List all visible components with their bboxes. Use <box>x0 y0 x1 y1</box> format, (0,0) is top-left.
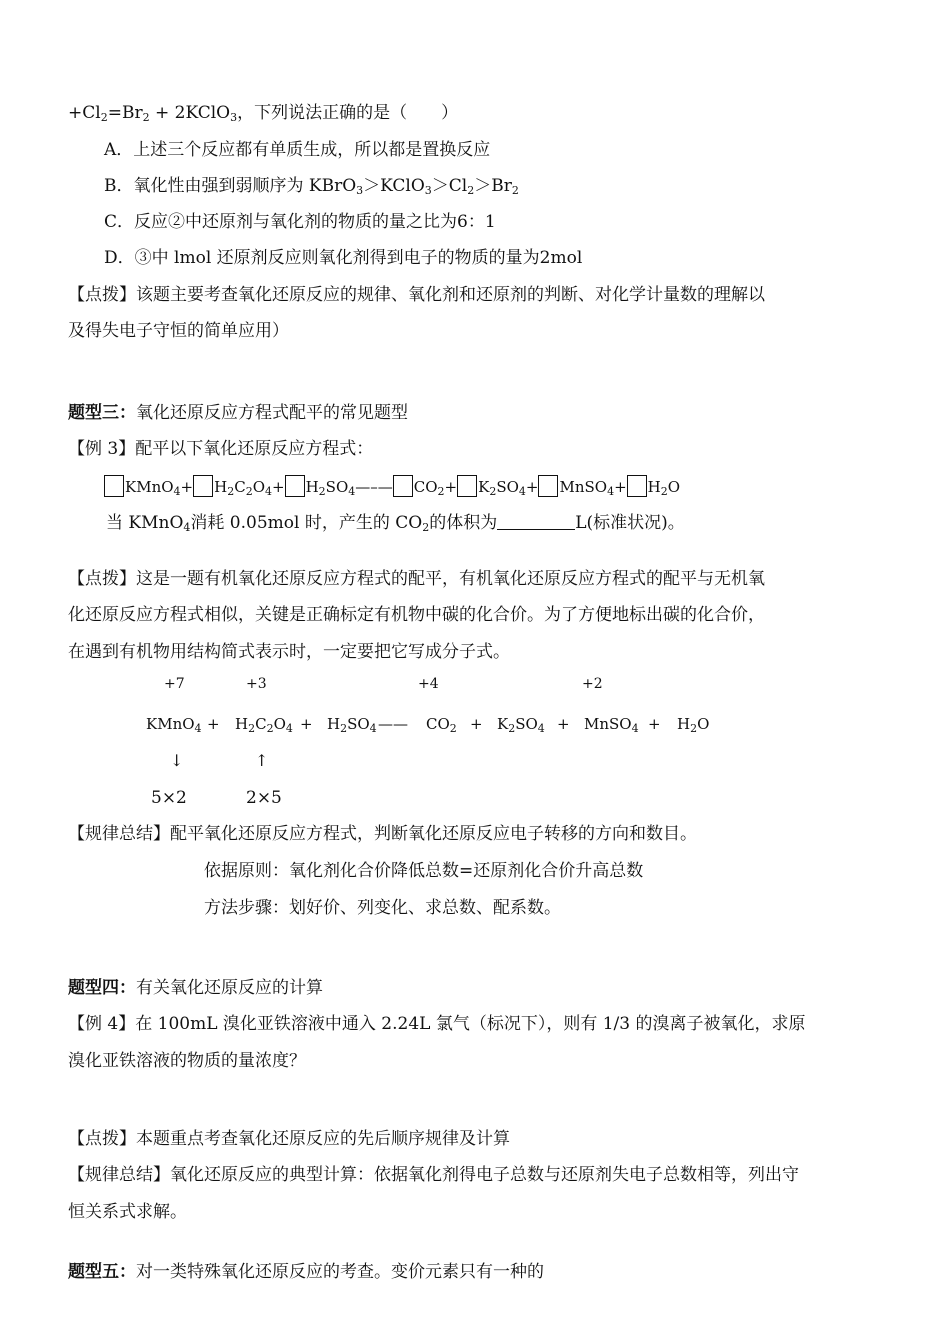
eq-h2so4: $H_2SO_4$ <box>327 715 377 735</box>
up-arrow-icon: ↑ <box>255 751 269 770</box>
coefficient-box[interactable] <box>538 475 558 497</box>
text-part: L(标准状况)。 <box>575 513 685 533</box>
heading-label: 题型三： <box>68 403 136 423</box>
transfer-right: 2×5 <box>246 788 282 808</box>
option-c: C．反应②中还原剂与氧化剂的物质的量之比为6：1 <box>104 212 496 232</box>
eq-plus: + <box>300 715 313 733</box>
eq-kmno4: KMnO$_4$ <box>146 715 202 735</box>
option-a: A．上述三个反应都有单质生成，所以都是置换反应 <box>104 140 491 160</box>
summary-2-line-2: 恒关系式求解。 <box>68 1202 187 1222</box>
text-part: 的体积为 <box>429 513 498 533</box>
example-4-line-1: 【例 4】在 100mL 溴化亚铁溶液中通入 2.24L 氯气（标况下），则有 1/3 的溴离子被氧化，求原 <box>68 1014 806 1034</box>
coefficient-box[interactable] <box>193 475 213 497</box>
text-part: ＞Br <box>474 176 512 196</box>
coefficient-box[interactable] <box>285 475 305 497</box>
eq-mnso4: MnSO$_4$ <box>584 715 639 735</box>
text-part: +Cl <box>68 103 101 123</box>
option-b: B．氧化性由强到弱顺序为 $KBrO_3>KClO_3>Cl_2>Br_2$ <box>104 176 519 197</box>
tip-2-line-1: 【点拨】这是一题有机氧化还原反应方程式的配平，有机氧化还原反应方程式的配平与无机氧 <box>68 569 765 589</box>
question-co2-volume: 当 KMnO$_4$消耗 0.05mol 时，产生的 $CO_2$的体积为 L(标准状况)。 <box>106 513 685 534</box>
eq-h2c2o4: $H_2C_2O_4$ <box>235 715 293 735</box>
heading-label: 题型四： <box>68 978 136 998</box>
eq-k2so4: $K_2SO_4$ <box>497 715 545 735</box>
valence-mn: +7 <box>164 676 185 692</box>
summary-1-line-2: 依据原则：氧化剂化合价降低总数=还原剂化合价升高总数 <box>204 861 644 881</box>
coefficient-box[interactable] <box>457 475 477 497</box>
eq-plus: + <box>207 715 220 733</box>
text-part: 消耗 0.05mol 时，产生的 CO <box>190 513 423 533</box>
eq-plus: + <box>470 715 483 733</box>
summary-2-line-1: 【规律总结】氧化还原反应的典型计算：依据氧化剂得电子总数与还原剂失电子总数相等，列出守 <box>68 1165 799 1185</box>
heading-title: 对一类特殊氧化还原反应的考查。变价元素只有一种的 <box>136 1262 544 1282</box>
transfer-left: 5×2 <box>151 788 187 808</box>
tip-3-line-1: 【点拨】本题重点考查氧化还原反应的先后顺序规律及计算 <box>68 1129 510 1149</box>
eq-plus: + <box>557 715 570 733</box>
valence-mn-end: +2 <box>582 676 603 692</box>
heading-title: 有关氧化还原反应的计算 <box>136 978 323 998</box>
coefficient-box[interactable] <box>393 475 413 497</box>
text-part: B．氧化性由强到弱顺序为 KBrO <box>104 176 357 196</box>
section-heading-5 <box>68 1261 544 1283</box>
coefficient-box[interactable] <box>627 475 647 497</box>
eq-co2: $CO_2$ <box>426 715 457 735</box>
summary-1-line-1: 【规律总结】配平氧化还原反应方程式，判断氧化还原反应电子转移的方向和数目。 <box>68 824 697 844</box>
text-part: =Br <box>107 103 143 123</box>
option-d: D．③中 lmol 还原剂反应则氧化剂得到电子的物质的量为2mol <box>104 248 583 268</box>
tip-1-line-2: 及得失电子守恒的简单应用） <box>68 321 289 341</box>
summary-1-line-3: 方法步骤：划好价、列变化、求总数、配系数。 <box>204 898 561 918</box>
section-heading-4 <box>68 977 323 999</box>
text-part: ＞Cl <box>431 176 468 196</box>
tip-1-line-1: 【点拨】该题主要考查氧化还原反应的规律、氧化剂和还原剂的判断、对化学计量数的理解以 <box>68 285 765 305</box>
tip-2-line-2: 化还原反应方程式相似，关键是正确标定有机物中碳的化合价。为了方便地标出碳的化合价， <box>68 605 765 625</box>
eq-plus: + <box>648 715 661 733</box>
text-part: ，下列说法正确的是（ ） <box>237 103 459 123</box>
eq-arrow: —— <box>378 715 408 733</box>
valence-c-end: +4 <box>418 676 439 692</box>
text-part: 当 KMnO <box>106 513 184 533</box>
tip-2-line-3: 在遇到有机物用结构简式表示时，一定要把它写成分子式。 <box>68 642 510 662</box>
coefficient-box[interactable] <box>104 475 124 497</box>
heading-title: 氧化还原反应方程式配平的常见题型 <box>136 403 408 423</box>
answer-blank[interactable] <box>497 513 575 530</box>
valence-c-start: +3 <box>246 676 267 692</box>
eq-h2o: $H_2O$ <box>677 715 710 735</box>
example-3: 【例 3】配平以下氧化还原反应方程式： <box>68 439 374 459</box>
example-4-line-2: 溴化亚铁溶液的物质的量浓度？ <box>68 1051 306 1071</box>
question-stem-tail: $+Cl_2=Br_2$ + 2KClO$_3$，下列说法正确的是（ ） <box>68 103 459 124</box>
down-arrow-icon: ↓ <box>170 751 184 770</box>
balance-equation: KMnO$_4$+ $H_2C_2O_4+$ $H_2SO_4—-—$ $CO_2+ K_2SO_4+$ MnSO$_4$+ $H_2O$ <box>104 475 680 498</box>
text-part: + 2KClO <box>149 103 231 123</box>
heading-label: 题型五： <box>68 1262 136 1282</box>
text-part: ＞KClO <box>363 176 425 196</box>
section-heading-3 <box>68 402 408 424</box>
